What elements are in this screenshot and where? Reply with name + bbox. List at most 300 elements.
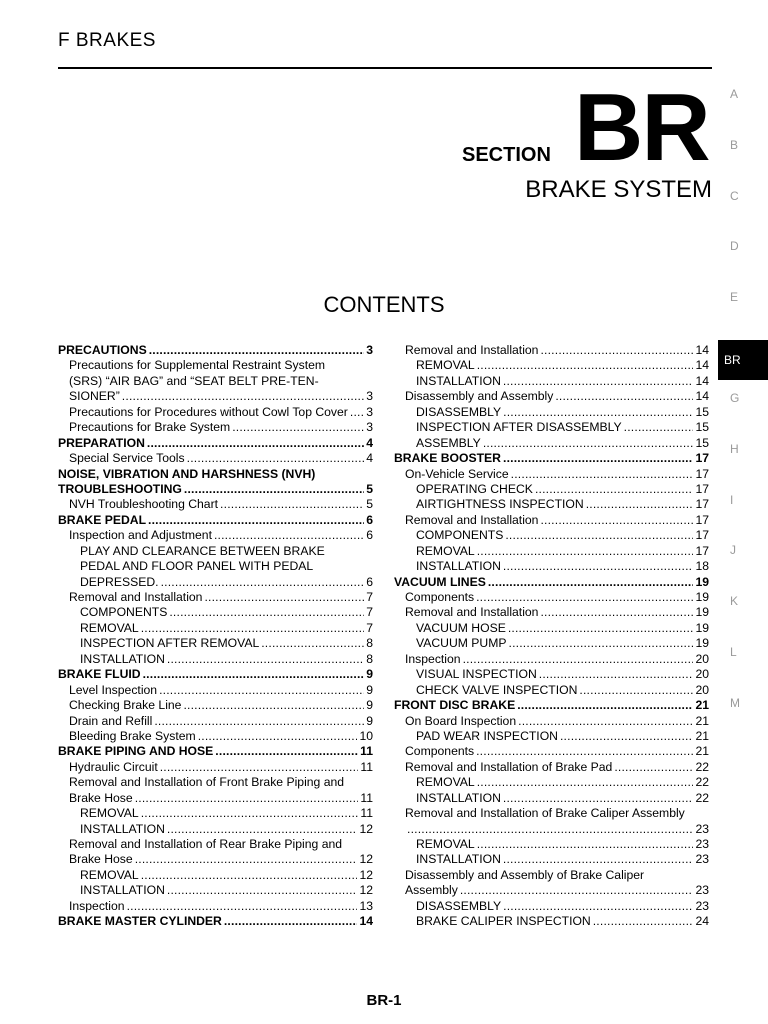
toc-entry-title: DEPRESSED. <box>80 574 159 589</box>
toc-entry[interactable] <box>58 852 373 867</box>
dot-leader <box>477 837 694 852</box>
toc-entry-page: 6 <box>366 512 373 527</box>
toc-entry[interactable] <box>394 436 709 451</box>
toc-entry-page: 21 <box>695 744 709 759</box>
toc-entry-page: 19 <box>695 636 709 651</box>
dot-leader <box>169 605 364 620</box>
dot-leader <box>503 791 694 806</box>
toc-entry[interactable] <box>58 405 373 420</box>
toc-entry-page: 19 <box>695 590 709 604</box>
toc-entry[interactable] <box>58 698 373 713</box>
toc-entry[interactable] <box>58 899 373 914</box>
toc-entry-page: 8 <box>366 636 373 651</box>
dot-leader <box>503 451 693 466</box>
section-tab-h[interactable]: H <box>730 441 739 456</box>
toc-entry-title: Inspection <box>69 898 125 913</box>
dot-leader <box>232 420 364 435</box>
section-label: SECTION <box>462 144 551 166</box>
toc-entry-title: Disassembly and Assembly <box>405 389 554 404</box>
toc-entry-title: OPERATING CHECK <box>416 481 533 496</box>
dot-leader <box>535 482 694 497</box>
toc-entry[interactable] <box>394 343 709 358</box>
dot-leader <box>508 621 694 636</box>
dot-leader <box>463 652 694 667</box>
toc-entry[interactable] <box>394 806 709 821</box>
toc-entry-page: 19 <box>695 620 709 635</box>
toc-entry-title: INSTALLATION <box>80 883 165 898</box>
dot-leader <box>540 343 693 358</box>
dot-leader <box>215 744 358 759</box>
toc-entry-page: 14 <box>695 343 709 357</box>
toc-entry[interactable] <box>394 868 709 883</box>
dot-leader <box>127 899 358 914</box>
toc-entry[interactable] <box>58 482 373 497</box>
toc-entry-page: 19 <box>695 574 709 589</box>
toc-entry[interactable] <box>394 791 709 806</box>
toc-entry-page: 22 <box>695 775 709 790</box>
toc-entry-page: 19 <box>695 605 709 620</box>
dot-leader <box>476 590 693 605</box>
toc-entry[interactable] <box>394 683 709 698</box>
dot-leader <box>593 914 694 929</box>
toc-entry-page: 23 <box>695 883 709 898</box>
toc-entry-title: CHECK VALVE INSPECTION <box>416 682 578 697</box>
toc-entry[interactable] <box>394 374 709 389</box>
toc-entry[interactable] <box>58 636 373 651</box>
toc-entry-title: Brake Hose <box>69 852 133 867</box>
section-tab-br[interactable]: BR <box>718 340 768 380</box>
toc-entry[interactable] <box>394 667 709 682</box>
toc-entry[interactable] <box>394 775 709 790</box>
dot-leader <box>483 436 694 451</box>
section-tab-b[interactable]: B <box>730 137 739 152</box>
dot-leader <box>135 852 358 867</box>
toc-entry-title: REMOVAL <box>416 837 475 851</box>
toc-entry-page: 9 <box>366 682 373 697</box>
toc-entry-title: Removal and Installation <box>405 605 539 620</box>
toc-entry-title: (SRS) “AIR BAG” and “SEAT BELT PRE-TEN- <box>69 373 319 388</box>
dot-leader <box>135 791 359 806</box>
toc-entry-title: VACUUM LINES <box>394 574 486 589</box>
toc-entry-page: 11 <box>360 759 373 774</box>
toc-entry-title: Brake Hose <box>69 790 133 805</box>
toc-entry-title: REMOVAL <box>80 620 139 635</box>
toc-entry-title: Removal and Installation of Brake Pad <box>405 759 613 774</box>
dot-leader <box>555 389 693 404</box>
toc-entry-title: VISUAL INSPECTION <box>416 667 537 682</box>
dot-leader <box>159 683 364 698</box>
toc-entry[interactable] <box>58 528 373 543</box>
toc-entry[interactable] <box>58 389 373 404</box>
toc-entry[interactable] <box>58 729 373 744</box>
toc-entry[interactable] <box>58 467 373 482</box>
dot-leader <box>476 744 693 759</box>
toc-entry-title: Special Service Tools <box>69 451 185 466</box>
toc-entry[interactable] <box>58 544 373 559</box>
dot-leader <box>540 513 693 528</box>
toc-entry-title: Components <box>405 744 475 759</box>
toc-entry-page: 15 <box>695 404 709 419</box>
section-code: BR <box>574 74 709 181</box>
toc-entry-title: Components <box>405 590 475 604</box>
toc-entry-page: 7 <box>366 620 373 635</box>
toc-entry-title: COMPONENTS <box>416 528 504 543</box>
toc-entry-title: Removal and Installation of Brake Caliper Assembly <box>405 806 685 821</box>
dot-leader <box>350 405 364 420</box>
toc-entry[interactable] <box>394 590 709 605</box>
toc-entry[interactable] <box>58 837 373 852</box>
toc-entry-title: Removal and Installation <box>405 512 539 527</box>
toc-entry[interactable] <box>58 621 373 636</box>
toc-entry-page: 7 <box>366 590 373 604</box>
toc-entry[interactable] <box>394 729 709 744</box>
toc-entry-title: INSTALLATION <box>80 651 165 666</box>
chapter-header: F BRAKES <box>58 30 156 51</box>
toc-entry-page: 23 <box>695 898 709 913</box>
toc-entry-page: 14 <box>359 914 373 929</box>
dot-leader <box>503 374 694 389</box>
section-tab-g[interactable]: G <box>730 390 740 405</box>
toc-entry-title: BRAKE CALIPER INSPECTION <box>416 914 591 929</box>
toc-entry[interactable] <box>394 544 709 559</box>
toc-entry[interactable] <box>58 714 373 729</box>
toc-entry[interactable] <box>58 683 373 698</box>
toc-entry[interactable] <box>58 575 373 590</box>
toc-entry-page: 4 <box>366 451 373 466</box>
toc-entry-title: REMOVAL <box>416 775 475 790</box>
toc-entry-title: INSPECTION AFTER DISASSEMBLY <box>416 420 622 435</box>
contents-heading: CONTENTS <box>323 292 445 317</box>
toc-entry-page: 12 <box>359 821 373 836</box>
toc-entry-title: DISASSEMBLY <box>416 404 502 419</box>
toc-right-column <box>394 343 709 930</box>
toc-entry-page: 14 <box>695 373 709 388</box>
toc-entry-page: 17 <box>695 543 709 558</box>
toc-entry[interactable] <box>58 451 373 466</box>
toc-entry[interactable] <box>394 559 709 574</box>
toc-entry-title: DISASSEMBLY <box>416 898 502 913</box>
dot-leader <box>149 343 365 358</box>
toc-entry-title: REMOVAL <box>416 358 475 373</box>
toc-entry-title: On Board Inspection <box>405 713 517 728</box>
toc-entry[interactable] <box>394 497 709 512</box>
toc-entry-title: PAD WEAR INSPECTION <box>416 728 558 743</box>
section-tab-e[interactable]: E <box>730 290 739 305</box>
dot-leader <box>505 528 693 543</box>
toc-entry-title: INSTALLATION <box>416 559 501 574</box>
toc-entry[interactable] <box>58 914 373 929</box>
toc-entry-page: 24 <box>695 914 709 929</box>
toc-entry-page: 23 <box>695 852 709 867</box>
toc-entry[interactable] <box>58 868 373 883</box>
dot-leader <box>477 544 694 559</box>
toc-entry[interactable] <box>394 528 709 543</box>
dot-leader <box>539 667 694 682</box>
toc-entry[interactable] <box>394 914 709 929</box>
toc-entry-title: PLAY AND CLEARANCE BETWEEN BRAKE <box>80 543 325 558</box>
dot-leader <box>161 575 365 590</box>
toc-entry-page: 20 <box>695 651 709 666</box>
toc-entry-page: 21 <box>695 728 709 743</box>
dot-leader <box>167 652 364 667</box>
dot-leader <box>540 605 693 620</box>
toc-entry[interactable] <box>394 451 709 466</box>
toc-entry-title: VACUUM PUMP <box>416 636 507 651</box>
toc-entry[interactable] <box>58 420 373 435</box>
dot-leader <box>503 852 694 867</box>
toc-entry[interactable] <box>58 374 373 389</box>
toc-entry[interactable] <box>394 837 709 852</box>
dot-leader <box>184 482 364 497</box>
toc-entry-title: BRAKE PIPING AND HOSE <box>58 744 214 759</box>
dot-leader <box>122 389 364 404</box>
dot-leader <box>141 868 358 883</box>
toc-entry-page: 8 <box>366 651 373 666</box>
dot-leader <box>503 405 693 420</box>
toc-entry-page: 5 <box>366 497 373 512</box>
toc-entry[interactable] <box>394 652 709 667</box>
toc-entry-title: INSTALLATION <box>416 790 501 805</box>
toc-entry[interactable] <box>394 513 709 528</box>
toc-entry[interactable] <box>394 883 709 898</box>
section-tab-a[interactable]: A <box>730 87 739 101</box>
toc-entry-title: BRAKE PEDAL <box>58 512 147 527</box>
toc-entry-page: 3 <box>366 404 373 419</box>
toc-entry-page: 11 <box>360 806 373 821</box>
toc-entry[interactable] <box>58 497 373 512</box>
toc-entry-title: Disassembly and Assembly of Brake Caliper <box>405 867 645 882</box>
toc-entry[interactable] <box>394 405 709 420</box>
toc-entry[interactable] <box>58 760 373 775</box>
toc-entry-page: 17 <box>695 512 709 527</box>
dot-leader <box>183 698 364 713</box>
toc-entry-page: 9 <box>366 667 373 682</box>
toc-entry-title: INSPECTION AFTER REMOVAL <box>80 636 260 651</box>
toc-entry-title: Bleeding Brake System <box>69 728 196 743</box>
dot-leader <box>518 714 693 729</box>
dot-leader <box>477 775 694 790</box>
toc-entry-page: 15 <box>695 420 709 435</box>
toc-entry-title: Drain and Refill <box>69 713 153 728</box>
dot-leader <box>160 760 359 775</box>
toc-entry-page: 3 <box>366 343 373 357</box>
dot-leader <box>477 358 694 373</box>
dot-leader <box>224 914 358 929</box>
dot-leader <box>154 714 364 729</box>
toc-entry[interactable] <box>394 760 709 775</box>
toc-entry[interactable] <box>58 513 373 528</box>
toc-entry-title: Inspection and Adjustment <box>69 528 212 543</box>
toc-entry-title: Assembly <box>405 883 458 898</box>
toc-entry-page: 10 <box>359 728 373 743</box>
toc-entry-title: INSTALLATION <box>416 373 501 388</box>
toc-entry-page: 17 <box>695 497 709 512</box>
toc-entry-title: REMOVAL <box>416 543 475 558</box>
toc-entry-page: 12 <box>359 852 373 867</box>
toc-entry[interactable] <box>394 482 709 497</box>
toc-entry[interactable] <box>394 467 709 482</box>
section-tab-l[interactable]: L <box>730 644 737 659</box>
toc-entry-title: Precautions for Procedures without Cowl Top Cover <box>69 404 348 419</box>
toc-entry[interactable] <box>58 590 373 605</box>
page-number: BR-1 <box>366 992 402 1009</box>
dot-leader <box>261 636 364 651</box>
toc-entry[interactable] <box>394 714 709 729</box>
toc-entry-title: COMPONENTS <box>80 605 168 620</box>
dot-leader <box>167 822 358 837</box>
toc-entry-title: BRAKE BOOSTER <box>394 451 501 466</box>
toc-entry-page: 22 <box>695 790 709 805</box>
toc-entry[interactable] <box>58 775 373 790</box>
toc-entry-title: SIONER” <box>69 389 120 404</box>
dot-leader <box>141 806 359 821</box>
dot-leader <box>560 729 693 744</box>
toc-entry-title: ASSEMBLY <box>416 435 481 450</box>
section-tab-j[interactable]: J <box>730 543 736 558</box>
toc-entry[interactable] <box>58 343 373 358</box>
toc-entry[interactable] <box>394 389 709 404</box>
toc-entry-title: PREPARATION <box>58 435 145 450</box>
toc-entry[interactable] <box>58 358 373 373</box>
toc-entry[interactable] <box>394 899 709 914</box>
dot-leader <box>517 698 693 713</box>
toc-entry-page: 22 <box>695 759 709 774</box>
toc-entry-page: 5 <box>366 481 373 496</box>
toc-entry-page: 14 <box>695 358 709 373</box>
toc-entry-title: BRAKE MASTER CYLINDER <box>58 914 222 929</box>
toc-entry-title: PRECAUTIONS <box>58 343 147 357</box>
toc-entry-page: 11 <box>360 744 373 759</box>
toc-entry[interactable] <box>58 605 373 620</box>
toc-entry-title: On-Vehicle Service <box>405 466 509 481</box>
dot-leader <box>503 899 693 914</box>
toc-entry[interactable] <box>394 636 709 651</box>
toc-entry-page: 17 <box>695 481 709 496</box>
toc-entry-page: 18 <box>695 559 709 574</box>
dot-leader <box>614 760 693 775</box>
dot-leader <box>204 590 364 605</box>
toc-entry[interactable] <box>58 806 373 821</box>
dot-leader <box>511 467 694 482</box>
toc-entry-title: AIRTIGHTNESS INSPECTION <box>416 497 584 512</box>
toc-entry[interactable] <box>58 791 373 806</box>
toc-entry[interactable] <box>58 559 373 574</box>
toc-entry-page: 23 <box>695 821 709 836</box>
toc-entry-title: Removal and Installation <box>405 343 539 357</box>
toc-entry-page: 3 <box>366 420 373 435</box>
toc-entry-title: Removal and Installation of Front Brake Piping and <box>69 775 345 790</box>
toc-entry-title: BRAKE FLUID <box>58 667 141 682</box>
dot-leader <box>214 528 364 543</box>
section-tab-i[interactable]: I <box>730 492 734 507</box>
toc-entry[interactable] <box>394 575 709 590</box>
toc-entry[interactable] <box>394 852 709 867</box>
toc-entry-title: Inspection <box>405 651 461 666</box>
toc-entry-page: 12 <box>359 883 373 898</box>
toc-entry-page: 6 <box>366 528 373 543</box>
section-tab-k[interactable]: K <box>730 594 739 609</box>
dot-leader <box>579 683 693 698</box>
toc-entry-page: 3 <box>366 389 373 404</box>
toc-entry-title: Removal and Installation of Rear Brake Piping and <box>69 837 343 851</box>
toc-entry-title: TROUBLESHOOTING <box>58 481 182 496</box>
toc-entry-title: FRONT DISC BRAKE <box>394 698 516 713</box>
toc-entry-page: 17 <box>695 466 709 481</box>
toc-entry[interactable] <box>58 883 373 898</box>
toc-entry-title: Level Inspection <box>69 682 158 697</box>
toc-entry-page: 11 <box>360 790 373 805</box>
toc-entry[interactable] <box>394 744 709 759</box>
toc-entry-page: 21 <box>695 713 709 728</box>
toc-entry[interactable] <box>58 652 373 667</box>
toc-entry[interactable] <box>394 605 709 620</box>
dot-leader <box>503 559 694 574</box>
dot-leader <box>187 451 365 466</box>
toc-entry[interactable] <box>394 358 709 373</box>
dot-leader <box>624 420 694 435</box>
section-index-tabs <box>718 86 768 746</box>
section-tab-d[interactable]: D <box>730 239 739 254</box>
toc-entry[interactable] <box>394 822 709 837</box>
dot-leader <box>586 497 694 512</box>
toc-entry[interactable] <box>394 621 709 636</box>
section-tab-m[interactable]: M <box>730 695 740 710</box>
toc-entry[interactable] <box>58 667 373 682</box>
dot-leader <box>141 621 365 636</box>
toc-entry-page: 12 <box>359 867 373 882</box>
toc-entry-title: REMOVAL <box>80 806 139 821</box>
toc-entry-page: 9 <box>366 698 373 713</box>
dot-leader <box>488 575 694 590</box>
toc-entry-title: VACUUM HOSE <box>416 620 506 635</box>
dot-leader <box>407 822 693 837</box>
toc-entry-page: 15 <box>695 435 709 450</box>
toc-entry-title: NVH Troubleshooting Chart <box>69 497 219 512</box>
toc-entry[interactable] <box>394 698 709 713</box>
toc-entry-page: 9 <box>366 713 373 728</box>
dot-leader <box>147 436 364 451</box>
toc-entry-title: Checking Brake Line <box>69 698 182 713</box>
dot-leader <box>148 513 364 528</box>
toc-entry-title: Precautions for Brake System <box>69 420 231 435</box>
toc-entry[interactable] <box>394 420 709 435</box>
toc-entry-title: NOISE, VIBRATION AND HARSHNESS (NVH) <box>58 466 316 481</box>
toc-entry-page: 21 <box>695 698 709 713</box>
toc-entry-page: 20 <box>695 682 709 697</box>
toc-entry-page: 20 <box>695 667 709 682</box>
dot-leader <box>220 497 364 512</box>
toc-entry-page: 7 <box>366 605 373 620</box>
toc-entry-title: INSTALLATION <box>80 821 165 836</box>
section-tab-c[interactable]: C <box>730 188 739 203</box>
section-title: BRAKE SYSTEM <box>525 176 712 203</box>
toc-entry-title: Hydraulic Circuit <box>69 759 158 774</box>
toc-entry[interactable] <box>58 744 373 759</box>
dot-leader <box>460 883 694 898</box>
toc-entry[interactable] <box>58 436 373 451</box>
toc-entry-page: 13 <box>359 898 373 913</box>
dot-leader <box>167 883 358 898</box>
toc-entry-page: 23 <box>695 837 709 851</box>
header-rule <box>58 67 712 69</box>
toc-entry-title: Removal and Installation <box>69 590 203 604</box>
toc-entry[interactable] <box>58 822 373 837</box>
dot-leader <box>143 667 365 682</box>
toc-entry-title: PEDAL AND FLOOR PANEL WITH PEDAL <box>80 559 314 574</box>
toc-entry-page: 4 <box>366 435 373 450</box>
toc-entry-title: INSTALLATION <box>416 852 501 867</box>
toc-entry-page: 17 <box>695 451 709 466</box>
